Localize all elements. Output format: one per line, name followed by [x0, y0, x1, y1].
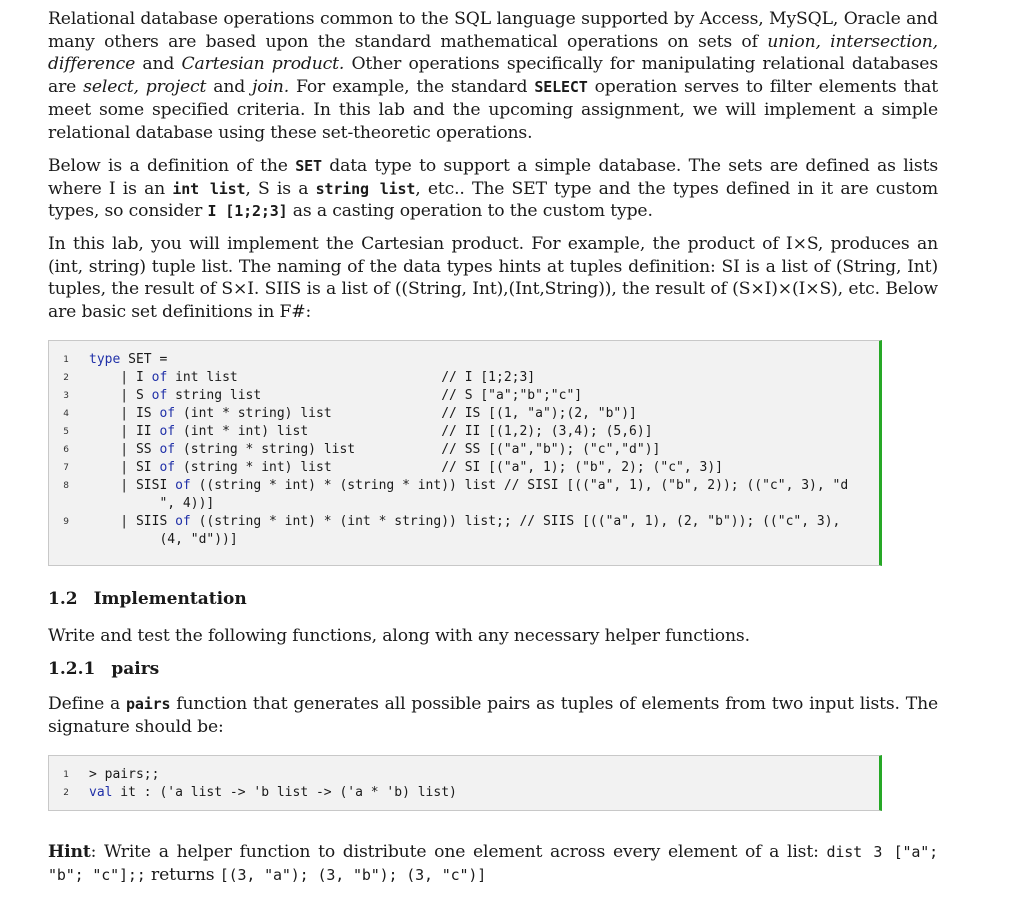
text-run: operation serves to filter elements that meet some specified criteria. In this lab and the upcoming assignment, we will implement a simple relational database using these set-theoretic operations.	[48, 77, 938, 143]
code-text	[89, 766, 159, 784]
code-line	[49, 477, 879, 495]
italic-term: select, project	[83, 77, 207, 98]
code-keyword: of	[159, 442, 176, 457]
code-text	[89, 495, 214, 513]
code-line	[49, 766, 879, 784]
text-run: Below is a definition of the	[48, 156, 296, 176]
code-segment: (int * string) list // IS [(1, "a");(2, "b")]	[175, 406, 637, 421]
text-run: , S is a	[245, 178, 316, 199]
inline-code: [(3, "a"); (3, "b"); (3, "c")]	[219, 865, 487, 884]
code-segment: (string * int) list // SI [("a", 1); ("b", 2); ("c", 3)]	[175, 460, 723, 475]
code-keyword: of	[159, 406, 176, 421]
intro-paragraph	[48, 8, 938, 144]
code-line	[49, 531, 879, 549]
code-line	[49, 441, 879, 459]
code-segment: int list // I [1;2;3]	[167, 370, 536, 385]
pairs-paragraph	[48, 693, 938, 738]
line-number: 8	[63, 481, 69, 491]
hint-label: Hint	[48, 842, 91, 862]
code-keyword: of	[151, 388, 168, 403]
implementation-paragraph: Write and test the following functions, along with any necessary helper functions.	[48, 626, 750, 646]
code-keyword: of	[159, 460, 176, 475]
text-run: data type to support a simple database. The sets are defined as lists where I is an	[48, 156, 938, 199]
line-number: 6	[63, 445, 69, 455]
code-segment: | S	[89, 388, 152, 403]
code-text	[89, 387, 582, 405]
italic-term: join.	[252, 77, 290, 98]
section-number: 1.2.1	[48, 659, 96, 679]
code-segment: string list // S ["a";"b";"c"]	[167, 388, 583, 403]
text-run: Other operations specifically for manipulating relational databases are	[48, 54, 938, 98]
inline-code: I [1;2;3]	[207, 202, 288, 221]
inline-code: SET	[295, 157, 322, 175]
code-keyword: of	[175, 478, 191, 493]
code-line	[49, 369, 879, 387]
code-segment: | II	[89, 424, 160, 439]
code-text	[89, 513, 840, 531]
inline-code: string list	[315, 179, 416, 198]
code-line	[49, 459, 879, 477]
text-run: function that generates all possible pairs as tuples of elements from two input lists. The signature should be:	[48, 694, 939, 737]
line-number: 2	[63, 788, 69, 798]
code-line	[49, 513, 879, 531]
code-segment: | SISI	[89, 478, 176, 493]
line-number: 3	[63, 391, 69, 401]
text-run: For example, the standard	[289, 77, 535, 98]
text-run: as a casting operation to the custom type.	[287, 201, 653, 222]
code-text	[89, 531, 238, 549]
line-number: 1	[63, 770, 69, 780]
inline-code: int list	[172, 179, 246, 198]
code-keyword: of	[151, 370, 168, 385]
code-segment: SET =	[120, 352, 168, 367]
code-line	[49, 423, 879, 441]
inline-code: SELECT	[534, 78, 588, 97]
text-run: and	[135, 54, 182, 75]
inline-code: pairs	[126, 695, 171, 713]
text-run: Define a	[48, 694, 127, 714]
code-text	[89, 784, 457, 802]
line-number: 9	[63, 517, 69, 527]
section-title: pairs	[111, 659, 160, 679]
code-text	[89, 423, 653, 441]
code-line	[49, 387, 879, 405]
code-text	[89, 459, 723, 477]
code-segment: ", 4))]	[89, 496, 215, 511]
text-run: and	[206, 77, 253, 98]
code-segment: ((string * int) * (int * string)) list;; // SIIS [(("a", 1), (2, "b")); (("c", 3),	[190, 514, 841, 529]
code-segment: | SIIS	[89, 514, 176, 529]
subsection-heading-pairs	[48, 659, 159, 679]
code-block-pairs-signature	[48, 755, 882, 811]
code-keyword: of	[159, 424, 176, 439]
code-block-set-type	[48, 340, 882, 566]
code-segment: (4, "d"))]	[89, 532, 238, 547]
code-segment: | IS	[89, 406, 160, 421]
code-text	[89, 405, 637, 423]
line-number: 1	[63, 355, 69, 365]
section-title: Implementation	[93, 589, 247, 609]
italic-term: union, intersection, difference	[48, 31, 938, 75]
italic-term: Cartesian product.	[181, 54, 345, 75]
line-number: 4	[63, 409, 69, 419]
text-run: Relational database operations common to the SQL language supported by Access, MySQL, Oracle and many others are based upon the standard mathematical operations on sets of	[48, 9, 938, 52]
code-segment: (string * string) list // SS [("a","b"); ("c","d")]	[175, 442, 661, 457]
set-definition-paragraph	[48, 155, 938, 223]
text-run: : Write a helper function to distribute one element across every element of a list:	[90, 842, 827, 862]
code-keyword: val	[89, 785, 113, 800]
code-text	[89, 369, 535, 387]
code-text	[89, 477, 848, 495]
code-keyword: of	[175, 514, 191, 529]
code-segment: | SS	[89, 442, 160, 457]
code-segment: | I	[89, 370, 152, 385]
code-keyword: type	[89, 352, 121, 367]
text-run: , etc.. The SET type and the types defined in it are custom types, so consider	[48, 178, 938, 222]
code-text	[89, 441, 660, 459]
code-line	[49, 784, 879, 802]
code-segment: | SI	[89, 460, 160, 475]
cartesian-paragraph: In this lab, you will implement the Cartesian product. For example, the product of I×S, produces an (int, string) tuple list. The naming of the data types hints at tuples definition: SI is a list of (String, Int) tuples, the result of S×I. SIIS is a list of ((String, Int),(Int,String)), the result of (S×I)×(I×S), etc. Below are basic set definitions in F#:	[48, 234, 938, 323]
inline-code: dist 3 ["a"; "b"; "c"];;	[48, 843, 938, 884]
line-number: 7	[63, 463, 69, 473]
code-line	[49, 405, 879, 423]
code-segment: > pairs;;	[89, 767, 160, 782]
code-text	[89, 351, 167, 369]
code-line	[49, 495, 879, 513]
section-heading-implementation	[48, 589, 247, 609]
code-segment: it : ('a list -> 'b list -> ('a * 'b) list)	[112, 785, 457, 800]
hint-paragraph	[48, 841, 938, 886]
code-segment: ((string * int) * (string * int)) list // SISI [(("a", 1), ("b", 2)); (("c", 3), "d	[190, 478, 849, 493]
text-run: returns	[145, 864, 220, 885]
code-segment: (int * int) list // II [(1,2); (3,4); (5,6)]	[175, 424, 653, 439]
line-number: 2	[63, 373, 69, 383]
code-line	[49, 351, 879, 369]
line-number: 5	[63, 427, 69, 437]
section-number: 1.2	[48, 589, 78, 609]
